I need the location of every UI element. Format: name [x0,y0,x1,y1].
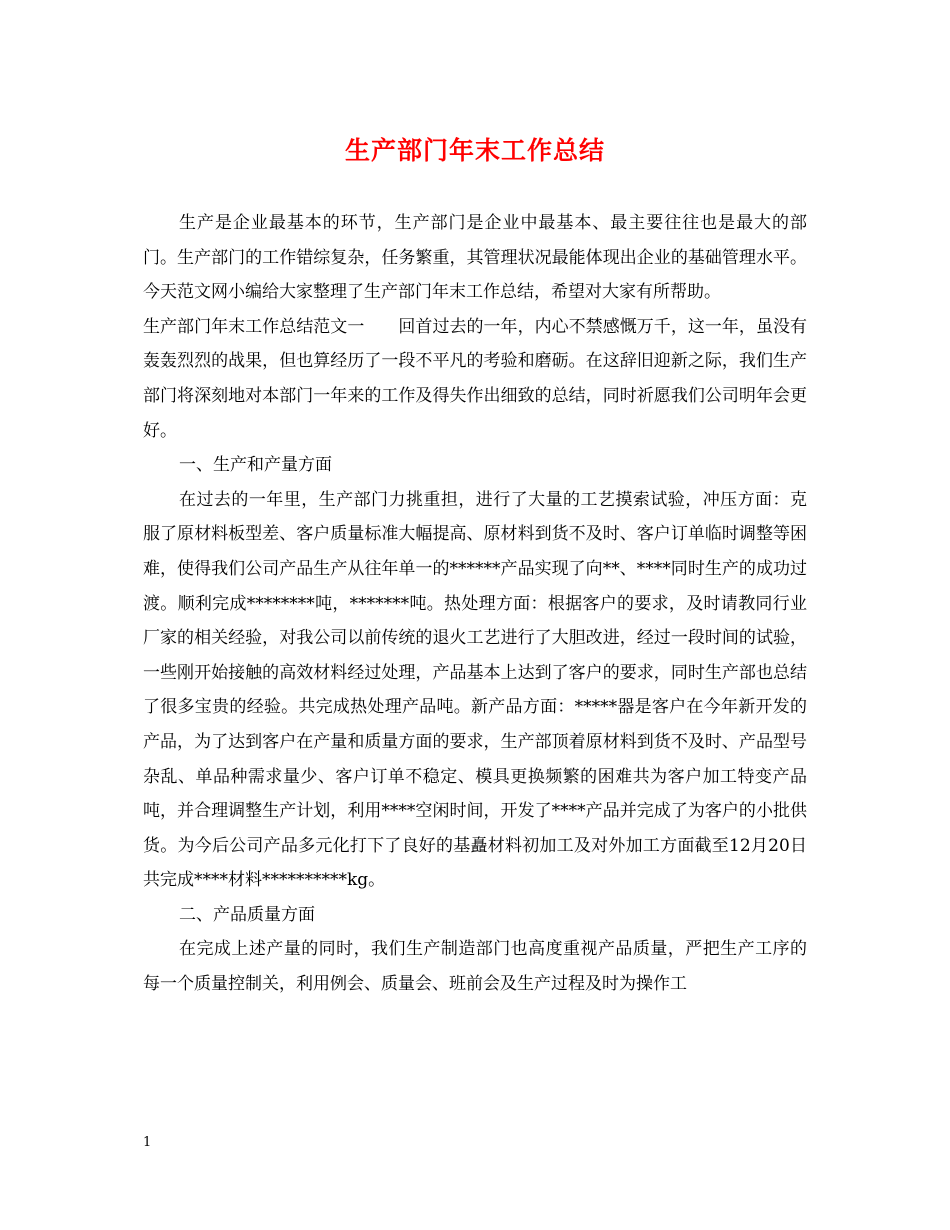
sample-one-paragraph: 生产部门年末工作总结范文一 回首过去的一年，内心不禁感慨万千，这一年，虽没有轰轰烈烈的战果，但也算经历了一段不平凡的考验和磨砺。在这辞旧迎新之际，我们生产部门将深刻地对本部门一年来的工作及得失作出细致的总结，同时祈愿我们公司明年会更好。 [143,316,807,441]
document-title: 生产部门年末工作总结 [344,136,605,165]
section-heading-production: 一、生产和产量方面 [179,455,332,476]
page-number: 1 [143,1135,152,1150]
quality-paragraph: 在完成上述产量的同时，我们生产制造部门也高度重视产品质量，严把生产工序的每一个质量控制关，利用例会、质量会、班前会及生产过程及时为操作工 [143,939,807,995]
intro-paragraph: 生产是企业最基本的环节，生产部门是企业中最基本、最主要往往也是最大的部门。生产部门的工作错综复杂，任务繁重，其管理状况最能体现出企业的基础管理水平。今天范文网小编给大家整理了生产部门年末工作总结，希望对大家有所帮助。 [143,213,807,303]
document-body [143,206,807,1002]
production-paragraph: 在过去的一年里，生产部门力挑重担，进行了大量的工艺摸索试验，冲压方面：克服了原材料板型差、客户质量标准大幅提高、原材料到货不及时、客户订单临时调整等困难，使得我们公司产品生产从往年单一的******产品实现了向**、****同时生产的成功过渡。顺利完成********吨，*******吨。热处理方面：根据客户的要求，及时请教同行业厂家的相关经验，对我公司以前传统的退火工艺进行了大胆改进，经过一段时间的试验，一些刚开始接触的高效材料经过处理，产品基本上达到了客户的要求，同时生产部也总结了很多宝贵的经验。共完成热处理产品吨。新产品方面：*****器是客户在今年新开发的产品，为了达到客户在产量和质量方面的要求，生产部顶着原材料到货不及时、产品型号杂乱、单品种需求量少、客户订单不稳定、模具更换频繁的困难共为客户加工特变产品吨，并合理调整生产计划，利用****空闲时间，开发了****产品并完成了为客户的小批供货。为今后公司产品多元化打下了良好的基矗材料初加工及对外加工方面截至12月20日共完成****材料**********kg。 [143,489,807,891]
section-heading-quality: 二、产品质量方面 [179,904,315,925]
